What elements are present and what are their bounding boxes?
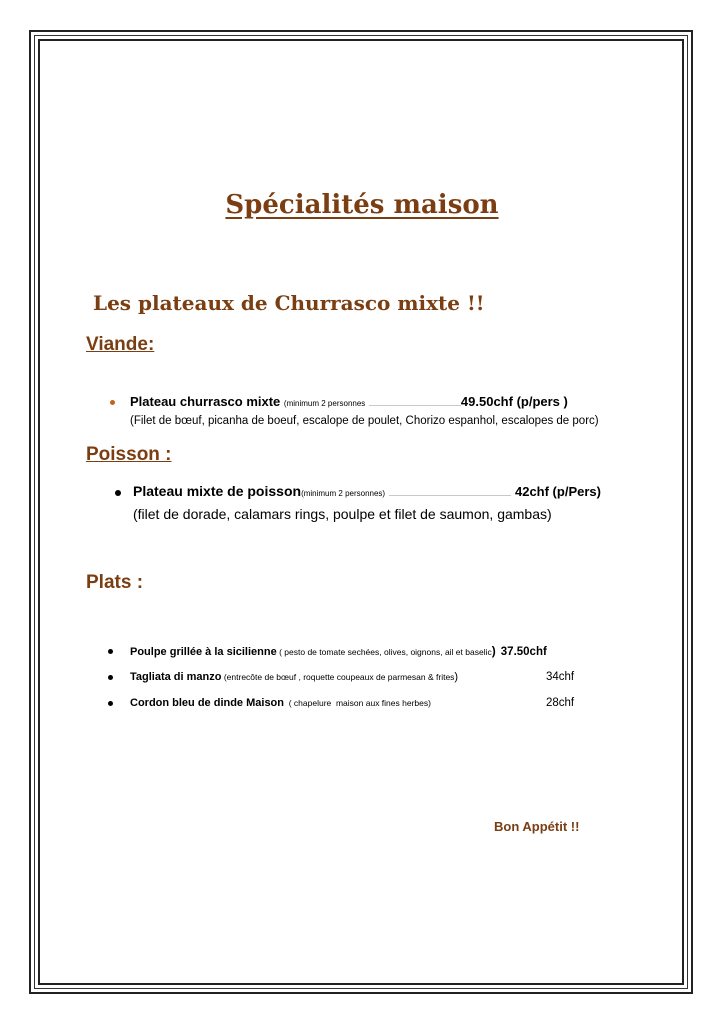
- section-heading-poisson: Poisson :: [86, 444, 172, 465]
- menu-item-plat: [130, 671, 458, 683]
- item-note-close: ): [491, 644, 496, 658]
- section-heading-plats: Plats :: [86, 572, 144, 593]
- item-price: 49.50chf (p/pers ): [460, 394, 568, 409]
- menu-item-plat: [130, 697, 431, 709]
- bullet-icon: [108, 701, 113, 706]
- item-note: (entrecôte de bœuf , roquette coupeaux de parmesan & frites: [221, 672, 455, 682]
- closing-text: Bon Appétit !!: [494, 819, 580, 834]
- menu-item-poisson: [133, 483, 601, 499]
- item-note: ( chapelure maison aux fines herbes): [284, 698, 431, 708]
- bullet-icon: [108, 675, 113, 680]
- menu-item-plat: [130, 644, 547, 658]
- bullet-icon: [115, 490, 121, 496]
- bullet-icon: [108, 649, 113, 654]
- item-price: 42chf (p/Pers): [514, 484, 601, 499]
- item-price: 28chf: [546, 697, 575, 709]
- item-name: Plateau churrasco mixte: [130, 394, 281, 409]
- item-note: ( pesto de tomate sechées, olives, oignons, ail et baselic: [276, 647, 492, 657]
- item-note-close: ): [454, 671, 459, 683]
- page-title: Spécialités maison: [225, 190, 499, 220]
- item-price: 34chf: [546, 671, 575, 683]
- bullet-icon: [110, 400, 115, 405]
- item-note: (minimum 2 personnes): [301, 489, 386, 498]
- item-name: Plateau mixte de poisson: [133, 483, 302, 499]
- item-price: 37.50chf: [500, 646, 547, 658]
- menu-item-viande: [130, 394, 568, 409]
- item-name: Tagliata di manzo: [130, 671, 222, 683]
- subtitle: Les plateaux de Churrasco mixte !!: [93, 291, 485, 315]
- item-name: Poulpe grillée à la sicilienne: [130, 646, 277, 658]
- dotted-leader: [389, 494, 511, 496]
- item-name: Cordon bleu de dinde Maison: [130, 697, 284, 709]
- dotted-leader: [369, 404, 461, 406]
- section-heading-viande: Viande:: [86, 334, 155, 355]
- item-description: (Filet de bœuf, picanha de boeuf, escalope de poulet, Chorizo espanhol, escalopes de porc): [130, 415, 599, 427]
- item-description: (filet de dorade, calamars rings, poulpe et filet de saumon, gambas): [133, 506, 552, 522]
- item-note: (minimum 2 personnes: [283, 399, 366, 408]
